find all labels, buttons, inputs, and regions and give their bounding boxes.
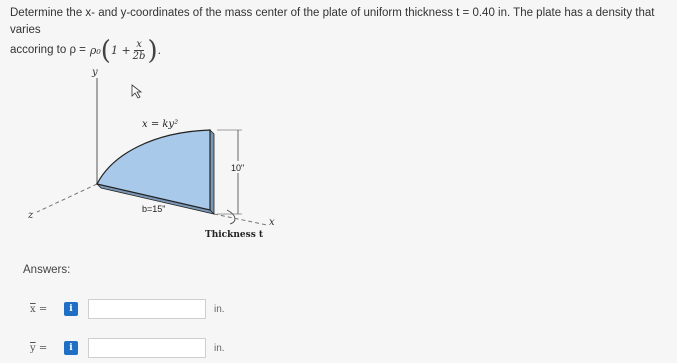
plate-figure: [22, 60, 292, 245]
z-axis-label: z: [28, 210, 34, 221]
rho0-symbol: ρ₀: [89, 44, 101, 57]
y-axis-label: y: [92, 67, 98, 78]
fraction-numerator: x: [136, 39, 142, 50]
right-paren: ): [147, 35, 158, 66]
z-axis-line: [37, 184, 97, 212]
dim-vertical-label: 10": [231, 163, 245, 173]
cursor-icon: [132, 85, 141, 98]
period: .: [157, 44, 162, 57]
answer-row-y: [30, 336, 225, 360]
answers-label: Answers:: [23, 264, 71, 276]
x-bar-unit: in.: [214, 303, 225, 315]
problem-line-2-prefix: accoring to ρ =: [10, 44, 86, 56]
x-axis-label: x: [269, 217, 275, 228]
y-bar-unit: in.: [214, 342, 225, 354]
left-paren: (: [100, 35, 111, 66]
fraction: [133, 39, 146, 62]
thickness-label: Thickness t: [205, 230, 264, 240]
y-bar-input[interactable]: [88, 338, 206, 358]
problem-statement: [10, 5, 670, 66]
info-icon[interactable]: i: [64, 302, 78, 316]
fraction-denominator: 2b: [132, 51, 146, 62]
one-plus-text: 1 +: [110, 44, 131, 57]
x-bar-input[interactable]: [88, 299, 206, 319]
density-formula: [89, 35, 162, 66]
x-axis-line: [214, 214, 267, 225]
curve-label: x = ky²: [142, 119, 179, 130]
dim-horizontal-label: b=15": [142, 204, 166, 214]
problem-line-2: [10, 35, 670, 66]
answer-row-x: [30, 297, 225, 321]
y-bar-symbol: $\overline{y}$ =: [30, 342, 48, 354]
info-icon[interactable]: i: [64, 341, 78, 355]
x-bar-symbol: $\overline{x}$ =: [30, 303, 48, 315]
problem-line-1: Determine the x- and y-coordinates of the mass center of the plate of uniform thickness t = 0.40 in. The plate has a density that varies: [10, 7, 655, 36]
